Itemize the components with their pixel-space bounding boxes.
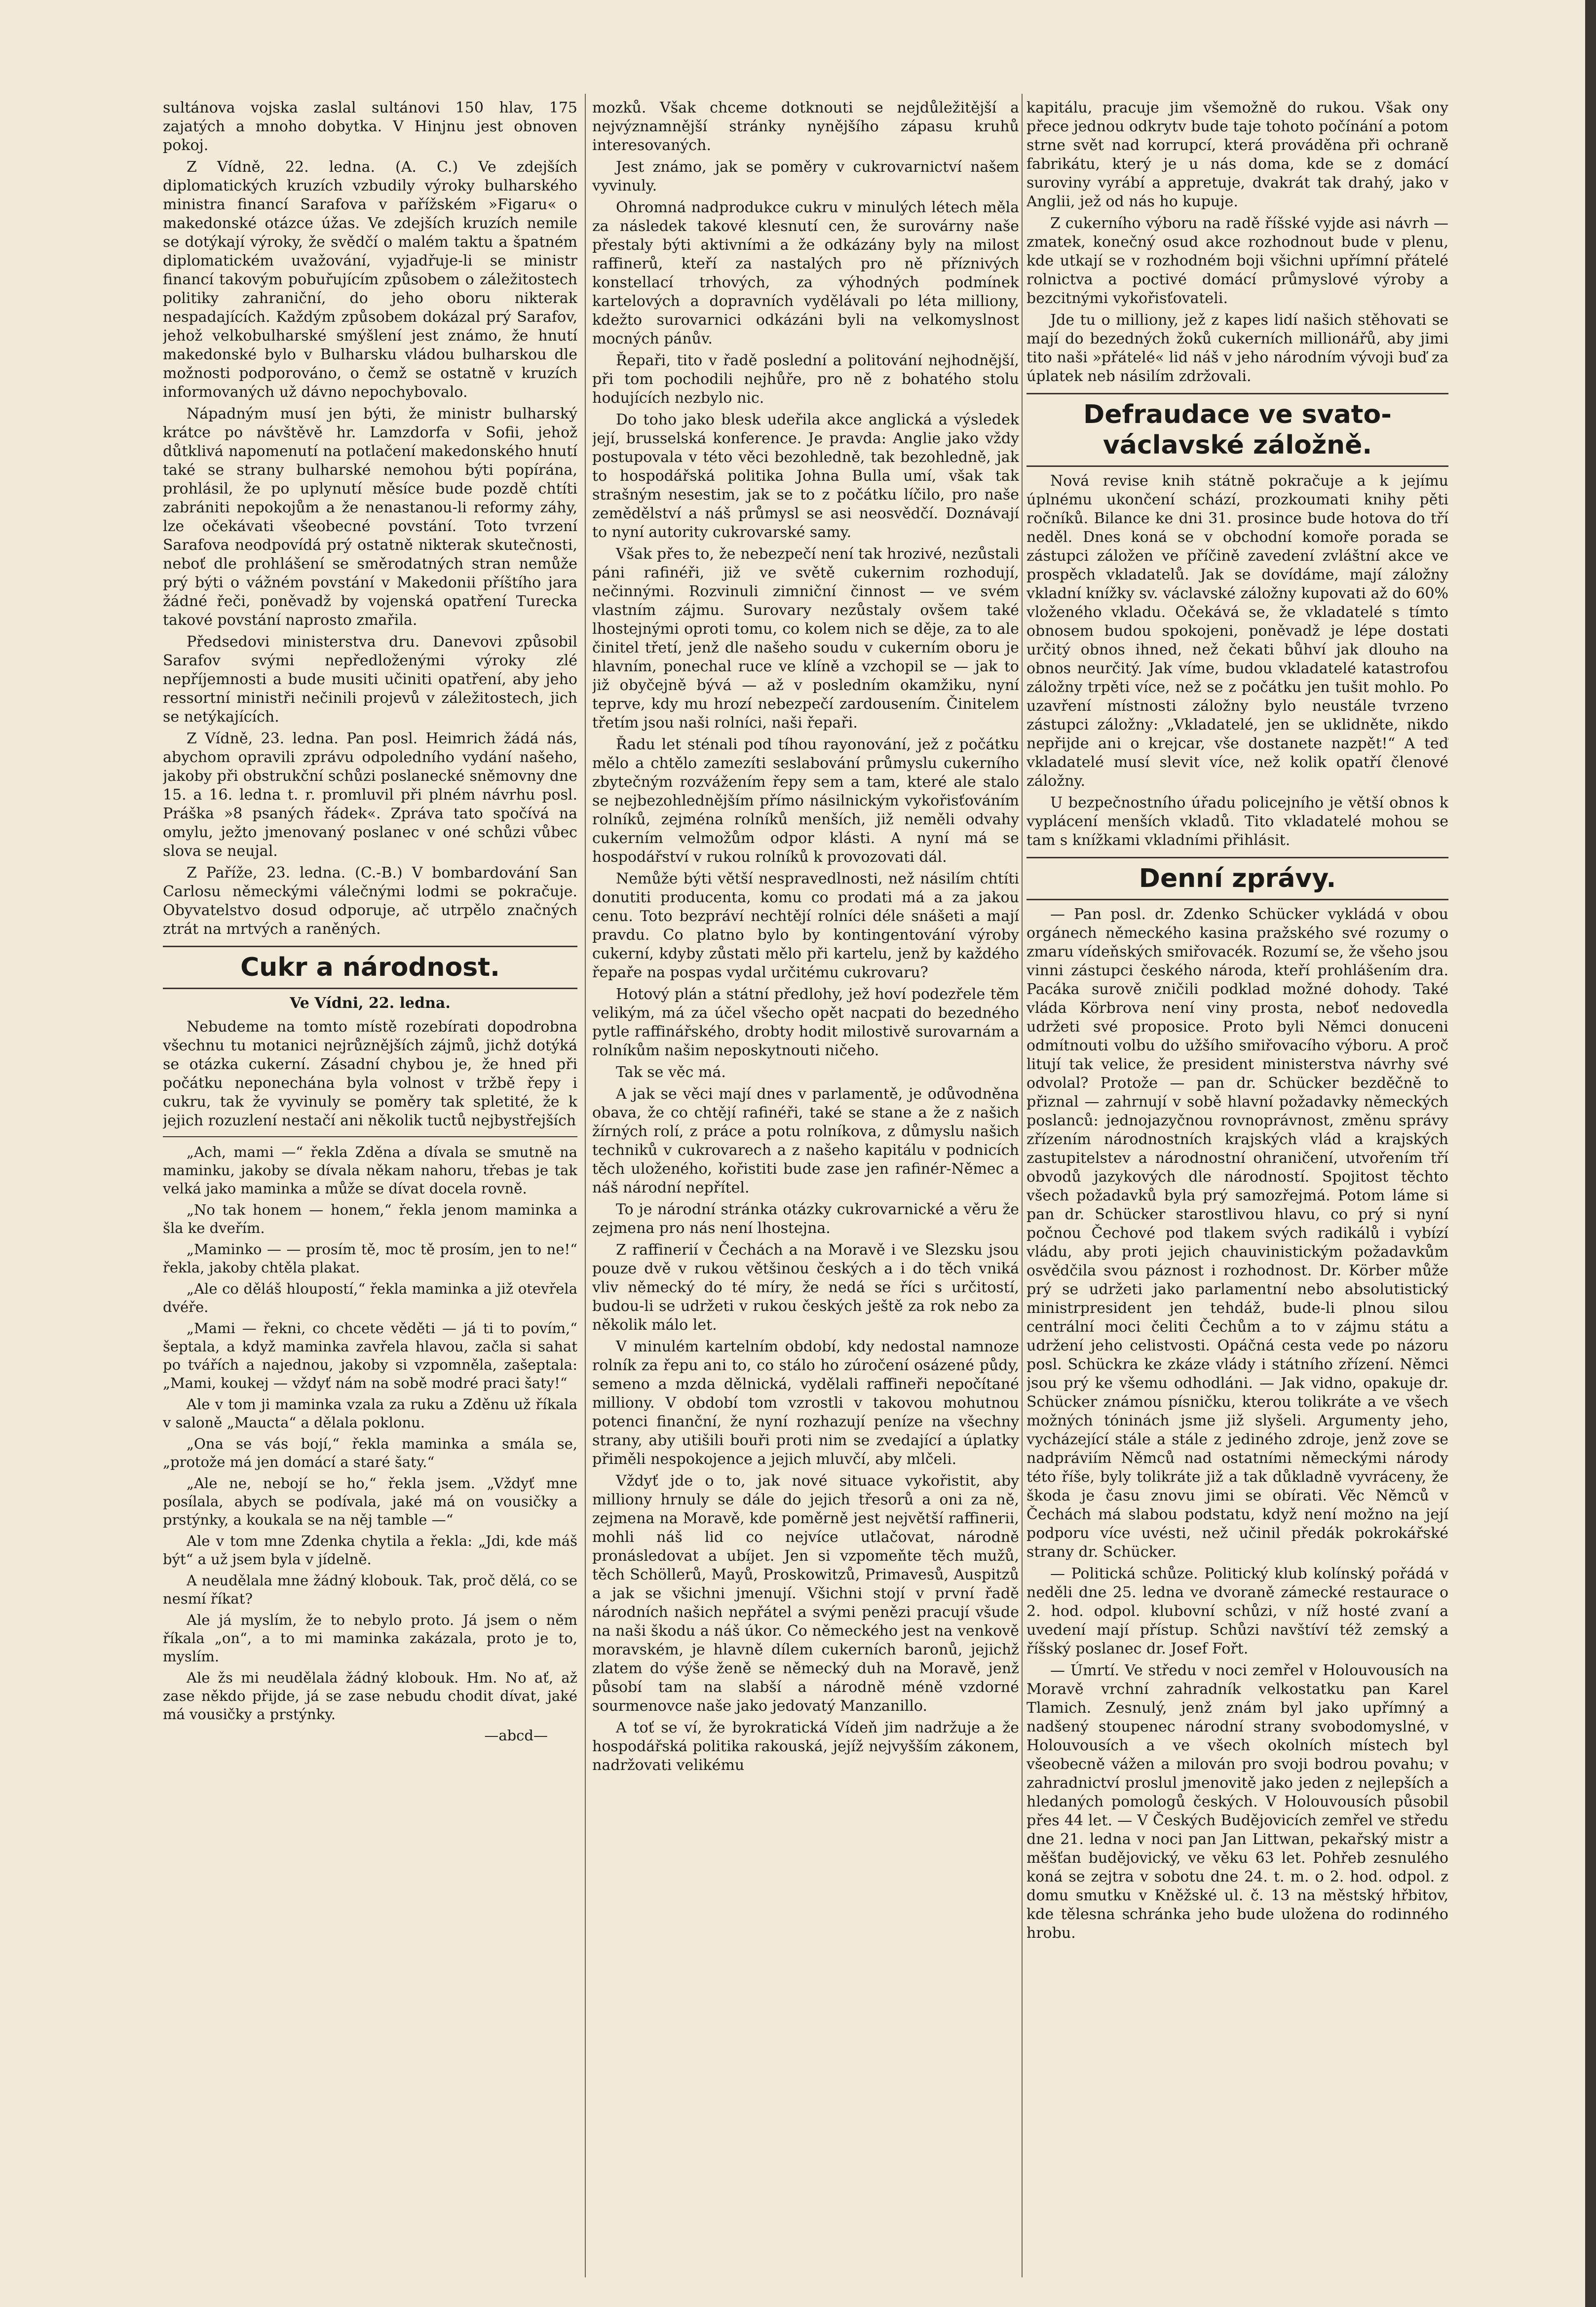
paragraph: Z cukerního výboru na radě říšské vyjde asi návrh — zmatek, konečný osud akce rozhodnout bude v plenu, kde utkají se v rozhodném boji všichni upřímní přátelé rolnictva a poctivé domácí průmyslové výroby a bezcitnými vykořisťovateli. — [1026, 215, 1448, 307]
column-1 — [163, 99, 577, 2277]
paragraph: kapitálu, pracuje jim všemožně do rukou. Však ony přece jednou odkrytv bude taje tohoto počínání a potom strne svět nad korrupcí, která prováděna při ochraně fabrikátu, který je u nás doma, kde se z domácí suroviny vyrábí a appretuje, dvakrát tak drahý, jako v Anglii, jež od nás ho kupuje. — [1026, 99, 1448, 210]
paragraph: Řepaři, tito v řadě poslední a politování nejhodnější, při tom pochodili nejhůře, pro ně z bohatého stolu hodujících nezbylo nic. — [592, 352, 1019, 407]
paragraph: To je národní stránka otázky cukrovarnické a věru že zejmena pro nás není lhostejna. — [592, 1201, 1019, 1237]
paragraph: sultánova vojska zaslal sultánovi 150 hlav, 175 zajatých a mnoho dobytka. V Hinjnu jest obnoven pokoj. — [163, 99, 577, 154]
dateline: Ve Vídni, 22. ledna. — [290, 995, 451, 1012]
paragraph: „Ona se vás bojí,“ řekla maminka a smála se, „protože má jen domácí a staré šaty.“ — [163, 1435, 577, 1470]
paragraph: „Ale ne, nebojí se ho,“ řekla jsem. „Vždyť mne posílala, abych se podívala, jaké má on vousičky a prstýnky, a koukala se na něj tamble —“ — [163, 1475, 577, 1528]
paragraph: Do toho jako blesk udeřila akce anglická a výsledek její, brusselská konference. Je pravda: Anglie jako vždy postupovala v této věci bezohledně, tak bezohledně, jak to hospodářská politika Johna Bulla umí, však tak strašným nesestim, jak se to z počátku líčilo, pro naše zemědělství a náš průmysl se asi neosvědčí. Doznávají to nyní autority cukrovarské samy. — [592, 411, 1019, 541]
news-item: — Pan posl. dr. Zdenko Schücker vykládá v obou orgánech německého kasina pražského své rozumy o zmaru vídeňských smiřovacék. Rozumí se, že všeho jsou vinni zástupci českého národa, kteří prohlášením dra. Pacáka surově zničili podklad možné dohody. Také vláda Körbrova není viny prosta, neboť nedovedla udržeti své proposice. Proto byli Němci donuceni odmítnouti volbu do užšího smiřovacího výboru. A proč litují tak velice, že president ministerstva návrhy své odvolal? Protože — pan dr. Schücker bezděčně to přiznal — zahrnují v sobě hlavní požadavky německých poslanců: jednojazyčnou rovnoprávnost, změnu správy zřízením národnostních krajských vlád a krajských zastupitelstev a národnostní ohraničení, utvořením tří obvodů jazykových dle národností. Spojitost těchto všech požadavků byla prý samozřejmá. Potom láme si pan dr. Schücker starostlivou hlavu, co prý si nyní počnou Čechové pod tlakem svých radikálů i vybízí vládu, aby proti jejich chauvinistickým požadavkům osvědčila svou páznost i rozhodnost. Dr. Körber může prý se udržeti jako parlamentní nebo absolutistický ministrpresident jen tehdáž, bude-li plnou silou centrální moci čeliti Čechům a to v zájmu státu a udržení jeho celistvosti. Opáčná cesta vede po názoru posl. Schückra ke zkáze vlády i státního zřízení. Němci jsou prý ke všemu odhodláni. — Jak vidno, opakuje dr. Schücker známou písničku, kterou tolikráte a ve všech možných tóninách jsme již slyšeli. Argumenty jeho, vycházející stále a stále z jediného zdroje, jenž zove se nadpráviím Němců nad ostatními německými národy této říše, byly tolikráte již a tak důkladně vyvráceny, že škoda je času znovu jimi se obírati. Věc Němců v Čechách má slabou podstatu, když není možno na její podporu více uvésti, než učinil předák pokrokářské strany dr. Schücker. — [1026, 906, 1448, 1561]
news-item: — Úmrtí. Ve středu v noci zemřel v Holouvousích na Moravě vrchní zahradník velkostatku pan Karel Tlamich. Zesnulý, jenž znám byl jako upřímný a nadšený stoupenec národní strany svobodomyslné, v Holouvousích a ve všech okolních místech byl všeobecně vážen a milován pro svoji bodrou povahu; v zahradnictví proslul jmenovitě jako jeden z nejlepších a hledaných pomologů českých. V Holouvousích působil přes 44 let. — V Českých Budějovicích zemřel ve středu dne 21. ledna v noci pan Jan Littwan, pekařský mistr a měšťan budějovický, ve věku 63 let. Pohřeb zesnulého koná se zejtra v sobotu dne 24. t. m. o 2. hod. odpol. z domu smutku v Kněžské ul. č. 13 na městský hřbitov, kde tělesna schránka jeho bude uložena do rodinného hrobu. — [1026, 1662, 1448, 1942]
paragraph: Ale já myslím, že to nebylo proto. Já jsem o něm říkala „on“, a to mi maminka zakázala, proto je to, myslím. — [163, 1612, 577, 1665]
paragraph: V minulém kartelním období, kdy nedostal namnoze rolník za řepu ani to, co stálo ho zúročení osázené půdy, semeno a mzda dělnická, vydělali raffineři nepočítané milliony. V období tom vzrostli v takovou mohutnou potenci finanční, že nyní rozhazují peníze na všechny strany, aby utišili bouři proti nim se zvedající a úplatky přiměli nespokojence a jejich mluvčí, aby mlčeli. — [592, 1338, 1019, 1468]
paragraph: Však přes to, že nebezpečí není tak hrozivé, nezůstali páni rafinéři, již ve světě cukernim rozhodují, nečinnými. Rozvinuli zimniční činnost — ve svém vlastním zájmu. Surovary nezůstaly ovšem také lhostejnými oproti tomu, co kolem nich se děje, za to ale činitel třetí, jenž dle našeho soudu v cukerním oboru je hlavním, ponechal ruce ve klíně a vzchopil se — jak to již obyčejně bývá — až v posledním okamžiku, nyní teprve, kdy mu hrozí nebezpečí zardousením. Činitelem třetím jsou naši rolníci, naši řepaři. — [592, 545, 1019, 731]
paragraph: Ale v tom mne Zdenka chytila a řekla: „Jdi, kde máš být“ a už jsem byla v jídelně. — [163, 1533, 577, 1568]
paragraph: Vždyť jde o to, jak nové situace vykořistit, aby milliony hrnuly se dále do jejich třesorů a oni za ně, zejmena na Moravě, kde poměrně jest největší raffinerii, mohli náš lid co nejvíce utlačovat, národně pronásledovat a ubíjet. Jen si vzpomeňte těch mužů, těch Schöllerů, Mayů, Proskowitzů, Primavesů, Auspitzů a jak se všichni jmenují. Všichni stojí v první řadě národních našich nepřátel a svými penězi pracují všude na naši škodu a náš úkor. Co německého jest na venkově moravském, je hlavně dílem cukerních baronů, jejichž zlatem do výše ženě se německý duh na Moravě, jenž působí tam na slabší a národně méně vzdorné sourmenovce naše jako jedovatý Manzanillo. — [592, 1472, 1019, 1715]
paragraph: Nová revise knih státně pokračuje a k jejímu úplnému ukončení schází, prozkoumati knihy pěti ročníků. Bilance ke dni 31. prosince bude hotova do tří neděl. Dnes koná se v obchodní komoře porada se zástupci záložen ve příčině zavedení zvláštní akce ve prospěch vkladatelů. Jak se dovídáme, mají záložny vkladní knížky sv. václavské záložny kupovati až do 60% vloženého vkladu. Očekává se, že vkladatelé s tímto obnosem budou spokojeni, poněvadž je lépe dostati určitý obnos ihned, než čekati bůhví jak dlouho na obnos neurčitý. Jak víme, budou vkladatelé katastrofou záložny trpěti více, než se z počátku jen tušit mohlo. Po uzavření místnosti záložny bylo neustále tvrzeno zástupci záložny: „Vkladatelé, jen se uklidněte, nikdo nepřijde ani o krejcar, vše dostanete nazpět!“ A teď vkladatelé musí slevit více, než kolik opatří členové záložny. — [1026, 472, 1448, 790]
news-item-vienna: Z Vídně, 22. ledna. (A. C.) Ve zdejších diplomatických kruzích vzbudily výroky bulharského ministra financí Sarafova v pařížském »Figaru« o makedonské otázce úžas. Ve zdejších kruzích nemile se dotýkají výroky, že svědčí o malém taktu a špatném diplomatickém uvažování, vyjadřuje-li se ministr financí takovým pobuřujícím způsobem o záležitostech politiky zahraniční, do jeho oboru nikterak nespadajících. Každým způsobem dokázal prý Sarafov, jehož velkobulharské smýšlení jest známo, že hnutí makedonské bylo v Bulharsku vládou bulharskou dle možnosti podporováno, o čemž se ostatně v kruzích informovaných už dávno nepochybovalo. — [163, 158, 577, 401]
paragraph: Jest známo, jak se poměry v cukrovarnictví našem vyvinuly. — [592, 158, 1019, 194]
paragraph: Tak se věc má. — [616, 1064, 726, 1081]
author-signature: —abcd— — [484, 1727, 548, 1744]
column-3 — [1026, 99, 1448, 2277]
paragraph: „Maminko — — prosím tě, moc tě prosím, jen to ne!“ řekla, jakoby chtěla plakat. — [163, 1241, 577, 1276]
paragraph: Z raffinerií v Čechách a na Moravě i ve Slezsku jsou pouze dvě v rukou většinou českých a i do těch vniká vliv německý do té míry, že nedá se říci s určitostí, budou-li se udržeti v rukou českých ještě za rok nebo za několik málo let. — [592, 1241, 1019, 1334]
column-rule — [585, 94, 586, 2277]
paragraph: A jak se věci mají dnes v parlamentě, je odůvodněna obava, že co chtějí rafinéři, také se stane a že z našich žírných rolí, z práce a potu rolníkova, z důmyslu našich techniků v cukrovarech a z našeho kapitálu v podnicích těch uloženého, kořistiti bude zase jen rafinér-Němec a náš národní nepřítel. — [592, 1085, 1019, 1196]
paragraph: Hotový plán a státní předlohy, jež hoví podezřele těm velikým, má za účel všecho opět nacpati do bezedného pytle raffinářského, drobty hodit milostivě surovarnám a rolníkům našim neposkytnouti ničeho. — [592, 986, 1019, 1059]
news-item-paris: Z Paříže, 23. ledna. (C.-B.) V bombardování San Carlosu německými válečnými lodmi se pokračuje. Obyvatelstvo dosud odporuje, ač utrpělo značných ztrát na mrtvých a raněných. — [163, 864, 577, 938]
paragraph: Řadu let sténali pod tíhou rayonování, jež z počátku mělo a chtělo zamezíti seslabování průmyslu cukerního zbytečným rozvážením řepy sem a tam, které ale stalo se nejbezohlednějším přímo násilnickým vykořisťováním rolníků, zejména rolníků menších, již neměli odvahy cukerním velmožům odpor klásti. A nyní má se hospodářství v rukou rolníků k provozovati dál. — [592, 736, 1019, 866]
paragraph: „Ale co děláš hloupostí,“ řekla maminka a již otevřela dvéře. — [163, 1280, 577, 1315]
feuilleton — [163, 1143, 577, 1745]
paragraph: „Ach, mami —“ řekla Zděna a dívala se smutně na maminku, jakoby se dívala někam nahoru, třebas je tak velká jako maminka a může se dívat docela rovně. — [163, 1144, 577, 1197]
column-rule — [1022, 94, 1023, 2277]
paragraph: U bezpečnostního úřadu policejního je větší obnos k vyplácení menších vkladů. Tito vkladatelé mohou se tam s knížkami vkladními přihlásit. — [1026, 794, 1448, 849]
paragraph: Nemůže býti větší nespravedlnosti, než násilím chtíti donutiti producenta, komu co prodati má a za jakou cenu. Toto bezpráví nechtějí rolníci déle snášeti a mají pravdu. Co platno bylo by kontingentování výroby cukerní, kdyby zůstati mělo při kartelu, jenž by každého řepaře na pospas vydal určitému cukrovaru? — [592, 870, 1019, 981]
paragraph: Ale žs mi neudělala žádný klobouk. Hm. No ať, až zase někdo přijde, já se zase nebudu chodit dívat, jaké má vousičky a prstýnky. — [163, 1669, 577, 1723]
paragraph: Nebudeme na tomto místě rozebírati dopodrobna všechnu tu motanici nejrůznějších zájmů, jichž dotýká se otázka cukerní. Zásadní chybou je, že hned při počátku neponechána byla volnost v tržbě řepy i cukru, tak že vyvinuly se poměry tak spletité, že k jejich rozuzlení nestačí ani několik tuctů nejbystřejších — [163, 1018, 577, 1129]
paragraph: mozků. Však chceme dotknouti se nejdůležitější a nejvýznamnější stránky nynějšího zápasu kruhů interesovaných. — [592, 99, 1019, 154]
section-heading: Denní zprávy. — [1026, 857, 1448, 900]
page-edge-shadow — [1585, 0, 1596, 2307]
paragraph: A toť se ví, že byrokratická Vídeň jim nadržuje a že hospodářská politika rakouská, jejíž nejvyšším zákonem, nadržovati velikému — [592, 1719, 1019, 1774]
paragraph: A neudělala mne žádný klobouk. Tak, proč dělá, co se nesmí říkat? — [163, 1572, 577, 1607]
news-item: — Politická schůze. Politický klub kolínský pořádá v neděli dne 25. ledna ve dvoraně zámecké restaurace o 2. hod. odpol. klubovní schůzi, v níž hosté zvaní a uvedení mají přístup. Schůzi navštíví též zemský a říšský poslanec dr. Josef Fořt. — [1026, 1565, 1448, 1657]
article-heading: Defraudace ve svato-václavské záložně. — [1026, 393, 1448, 467]
paragraph: „No tak honem — honem,“ řekla jenom maminka a šla ke dveřím. — [163, 1201, 577, 1236]
paragraph: Ale v tom ji maminka vzala za ruku a Zděnu už říkala v saloně „Maucta“ a dělala poklonu. — [163, 1396, 577, 1431]
article-heading: Cukr a národnost. — [163, 946, 577, 989]
paragraph: Ohromná nadprodukce cukru v minulých létech měla za následek takové klesnutí cen, že surovárny naše přestaly býti aktivními a že odkázány byly na milost raffinerů, kteří za nastalých pro ně příznivých konstellací trhových, za výhodných podmínek kartelových a dopravních vydělávali po léta milliony, kdežto surovarnici odkázáni byli na velkomyslnost mocných pánův. — [592, 199, 1019, 347]
column-2 — [592, 99, 1019, 2277]
paragraph: Nápadným musí jen býti, že ministr bulharský krátce po návštěvě hr. Lamzdorfa v Sofii, jehož důtklivá napomenutí na potlačení makedonského hnutí také se strany bulharské nemohou býti popírána, prohlásil, že po uplynutí měsíce bude pozdě chtíti zabrániti nepokojům a že nenastanou-li reformy záhy, lze očekávati všeobecné povstání. Toto tvrzení Sarafova neodpovídá prý ostatně nikterak skutečnosti, neboť dle prohlášení se směrodatných stran nemůže prý býti o vážném povstání v Makedonii příštího jara žádné řeči, poněvadž by vojenská opatření Turecka takové povstání naprosto zmařila. — [163, 405, 577, 629]
feuilleton-divider — [163, 1136, 577, 1137]
news-item-vienna-2: Z Vídně, 23. ledna. Pan posl. Heimrich žádá nás, abychom opravili zprávu odpoledního vydání našeho, jakoby při obstrukční schůzi poslanecké sněmovny dne 15. a 16. ledna t. r. promluvil při plném návrhu posl. Práška »8 psaných řádek«. Zpráva tato spočívá na omylu, ježto jmenovaný poslanec v oné schůzi vůbec slova se neujal. — [163, 730, 577, 860]
paragraph: Jde tu o milliony, jež z kapes lidí našich stěhovati se mají do bezedných žoků cukerních millionářů, aby jimi tito naši »přátelé« lid náš v jeho národním vývoji buď za úplatek neb násilím zdržovali. — [1026, 311, 1448, 385]
paragraph: „Mami — řekni, co chcete věděti — já ti to povím,“ šeptala, a když maminka zavřela hlavou, začla si sahat po tvářích a najednou, jakoby si vzpomněla, zašeptala: „Mami, koukej — vždyť nám na sobě modré praci šaty!“ — [163, 1320, 577, 1391]
paragraph: Předsedovi ministerstva dru. Danevovi způsobil Sarafov svými nepředloženými výroky zlé nepříjemnosti a bude musiti učiniti opatření, aby jeho ressortní ministři nečinili projevů v záležitostech, jich se netýkajících. — [163, 633, 577, 726]
